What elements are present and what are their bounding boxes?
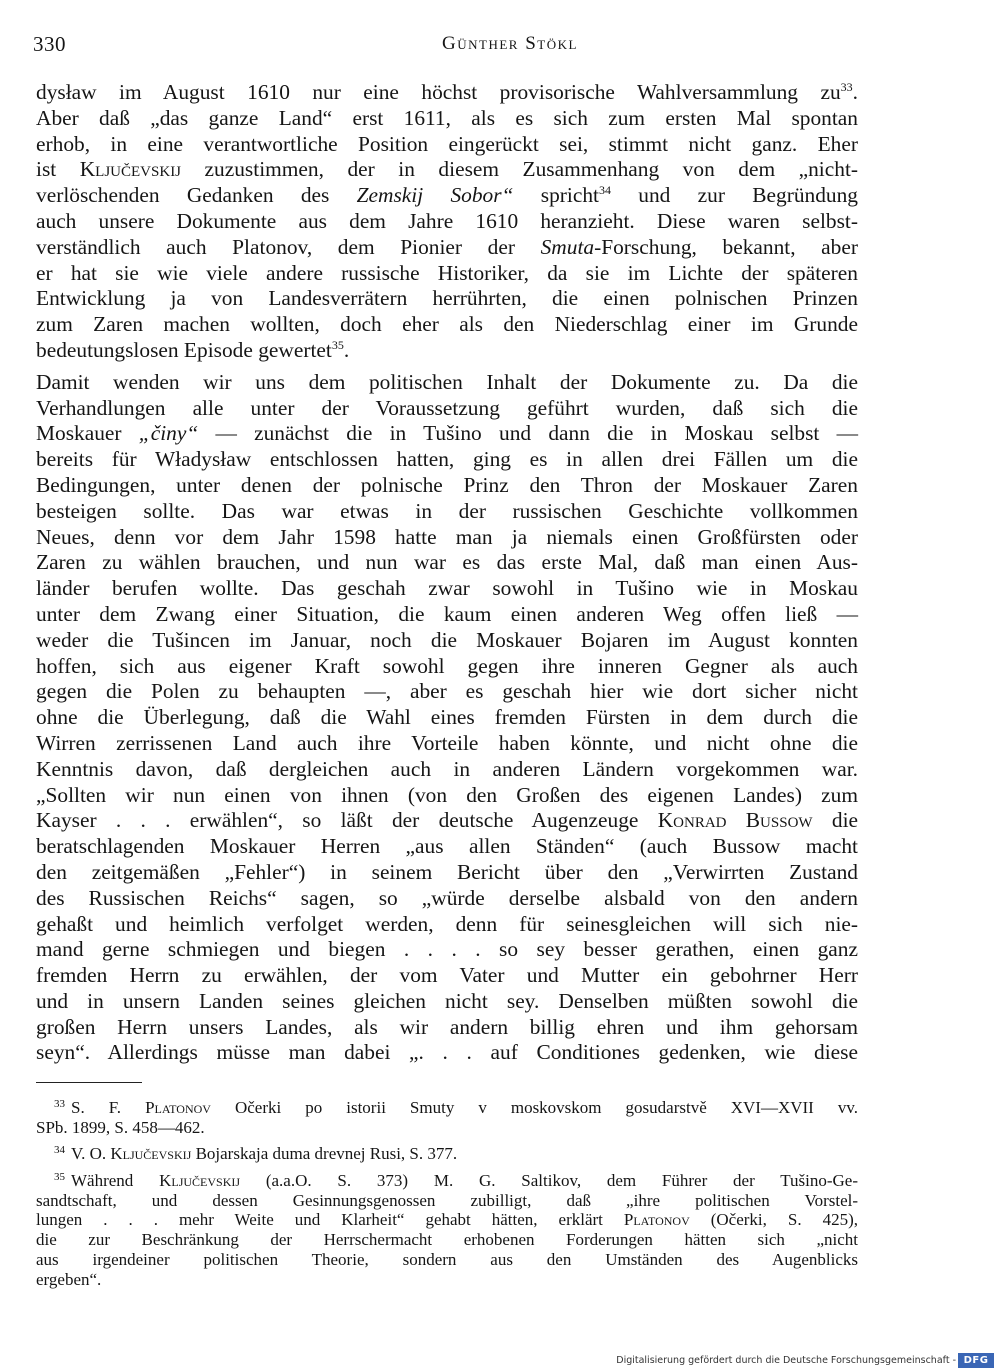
text-line: „Sollten wir nun einen von ihnen (von den Großen des eigenen Landes) zum <box>36 782 858 807</box>
text-line: Moskauer „činy“ — zunächst die in Tušino und dann die in Moskau selbst — <box>36 421 858 446</box>
text-line: fremden Herrn zu erwählen, der vom Vater und Mutter ein gebohrner Herr <box>36 963 858 988</box>
footnote-line: ergeben“. <box>36 1269 102 1289</box>
text-line: Kenntnis davon, daß dergleichen auch in anderen Ländern vorgekommen war. <box>36 756 858 781</box>
text-line: Kayser . . . erwählen“, so läßt der deutsche Augenzeuge Konrad Bussow die <box>36 808 859 833</box>
text-line: Entwicklung ja von Landesverrätern herrührten, die einen polnischen Prinzen <box>36 286 858 311</box>
text-line: großen Herrn unsers Landes, als wir andern billig ehren und ihm gehorsam <box>36 1014 858 1039</box>
footnote-mark: 34 <box>54 1144 65 1157</box>
main-text <box>36 80 858 1066</box>
text-line: Damit wenden wir uns dem politischen Inhalt der Dokumente zu. Da die <box>36 369 858 394</box>
footnote-ref: 35 <box>331 337 344 352</box>
author-name: Platonov <box>623 1210 690 1230</box>
footnote-ref: 34 <box>598 183 611 198</box>
paragraph-1 <box>36 80 858 364</box>
text-line: auch unsere Dokumente aus dem Jahre 1610 heranzieht. Diese waren selbst- <box>36 208 858 233</box>
text-line: seyn“. Allerdings müsse man dabei „. . . auf Conditiones gedenken, wie diese <box>36 1040 858 1065</box>
text-line: besteigen sollte. Das war etwas in der russischen Geschichte vollkommen <box>36 498 858 523</box>
text-line: unter dem Zwang einer Situation, die kaum einen anderen Weg offen ließ — <box>36 601 858 626</box>
text-line: des Russischen Reichs“ sagen, so „würde derselbe alsbald von den andern <box>36 885 858 910</box>
text-line: gegen die Polen zu behaupten —, aber es geschah hier wie dort sicher nicht <box>36 679 858 704</box>
text-line: Neues, denn vor dem Jahr 1598 hatte man ja niemals einen Großfürsten oder <box>36 524 858 549</box>
footnote-34 <box>36 1144 858 1164</box>
text-line: dysław im August 1610 nur eine höchst provisorische Wahlversammlung zu$^{33}$. <box>36 80 858 104</box>
text-line: ist Ključevskij zuzustimmen, der in diesem Zusammenhang von dem „nicht- <box>36 157 859 182</box>
author-name: V. O. Ključevskij <box>71 1144 192 1164</box>
digitization-credit: Digitalisierung gefördert durch die Deutsche Forschungsgemeinschaft - <box>616 1355 956 1366</box>
footnote-mark: 33 <box>54 1098 65 1110</box>
text-line: Wirren zerrissenen Land auch ihre Vorteile haben könnte, und nicht ohne die <box>36 730 858 755</box>
text-line: hoffen, sich aus eigener Kraft sowohl gegen ihre inneren Gegner als auch <box>36 653 858 678</box>
emphasis: Smuta <box>540 234 595 259</box>
footnote-mark: 35 <box>54 1171 65 1184</box>
dfg-logo: DFG <box>958 1353 994 1368</box>
footnotes <box>36 1098 858 1289</box>
footnote-line: $^{35}$ Während Ključevskij (a.a.O. S. 373) M. G. Saltikov, dem Führer der Tušino-Ge- <box>54 1171 858 1191</box>
footnote-line: die zur Beschränkung der Herrschermacht erhobenen Forderungen hätten sich „nicht <box>36 1230 858 1250</box>
emphasis: „činy“ <box>138 421 199 446</box>
paragraph-2 <box>36 370 858 1067</box>
text-line: den zeitgemäßen „Fehler“) in seinem Bericht über den „Verwirrten Zustand <box>36 859 858 884</box>
running-head: Günther Stökl <box>442 33 578 54</box>
footnote-line: $^{33}$ S. F. Platonov Očerki po istorii Smuty v moskovskom gosudarstvě XVI—XVII vv. <box>54 1098 858 1117</box>
text-line: gehaßt und heimlich verfolget werden, denn für seinesgleichen will sich nie- <box>36 911 858 936</box>
footnote-line: sandtschaft, und dessen Gesinnungsgenossen zubilligt, daß „ihre politischen Vorstel- <box>36 1190 858 1210</box>
text-line: ohne die Überlegung, daß die Wahl eines fremden Fürsten in dem durch die <box>36 705 858 730</box>
text-line: bedeutungslosen Episode gewertet$^{35}$. <box>36 337 350 362</box>
text-line: Zaren zu wählen brauchen, und nun war es das erste Mal, daß man einen Aus- <box>36 550 858 575</box>
text-line: länder berufen wollte. Das geschah zwar sowohl in Tušino wie in Moskau <box>36 576 858 601</box>
text-line: Bedingungen, unter denen der polnische Prinz den Thron der Moskauer Zaren <box>36 472 858 497</box>
text-line: und in unsern Landen seines gleichen nicht sey. Denselben müßten sowohl die <box>36 988 858 1013</box>
text-line: bereits für Władysław entschlossen hatten, ging es in allen drei Fällen um die <box>36 447 858 472</box>
footnote-35 <box>36 1171 858 1289</box>
emphasis: Zemskij Sobor“ <box>356 183 514 208</box>
author-name: Konrad Bussow <box>657 808 813 833</box>
text-line: weder die Tušincen im Januar, noch die Moskauer Bojaren im August konnten <box>36 627 858 652</box>
text-line: verlöschenden Gedanken des Zemskij Sobor“ spricht$^{34}$ und zur Begründung <box>36 183 858 208</box>
page-number: 330 <box>33 32 66 56</box>
text-line: er hat sie wie viele andere russische Historiker, da sie im Lichte der späteren <box>36 260 858 285</box>
text-line: erhob, in eine verantwortliche Position eingerückt sei, stimmt nicht ganz. Eher <box>36 131 858 156</box>
text-line: mand gerne schmiegen und biegen . . . . so sey besser gerathen, einen ganz <box>36 937 858 962</box>
text-line: beratschlagenden Moskauer Herren „aus allen Ständen“ (auch Bussow macht <box>36 834 858 859</box>
footnote-line: aus irgendeiner politischen Theorie, sondern aus den Umständen des Augenblicks <box>36 1249 858 1269</box>
footnote-line: lungen . . . mehr Weite und Klarheit“ gehabt hätten, erklärt Platonov (Očerki, S. 425), <box>36 1210 858 1230</box>
text-line: zum Zaren machen wollten, doch eher als den Niederschlag einer im Grunde <box>36 312 858 337</box>
text-line: Verhandlungen alle unter der Voraussetzung geführt wurden, daß sich die <box>36 395 858 420</box>
author-name: S. F. Platonov <box>71 1098 211 1117</box>
footnote-line: SPb. 1899, S. 458—462. <box>36 1117 205 1137</box>
footnote-33 <box>36 1098 858 1137</box>
author-name: Ključevskij <box>159 1171 241 1191</box>
text-line: verständlich auch Platonov, dem Pionier der Smuta-Forschung, bekannt, aber <box>36 234 858 259</box>
footnote-ref: 33 <box>840 80 853 94</box>
author-name: Ključevskij <box>79 157 182 182</box>
text-line: Aber daß „das ganze Land“ erst 1611, als es sich zum ersten Mal spontan <box>36 105 858 130</box>
footnote-separator <box>36 1082 142 1083</box>
footnote-line: $^{34}$ V. O. Ključevskij Bojarskaja duma drevnej Rusi, S. 377. <box>54 1144 458 1164</box>
